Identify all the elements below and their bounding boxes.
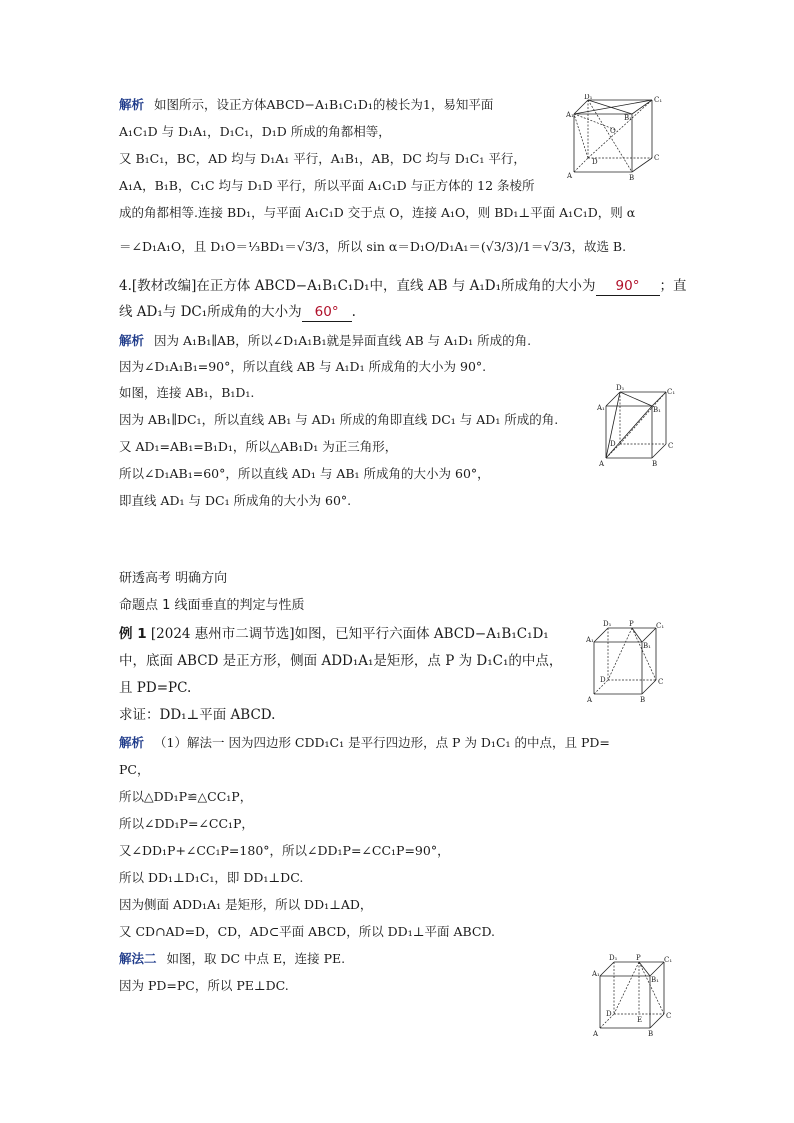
solution-3-line-10: 因为 PD=PC，所以 PE⊥DC. (119, 978, 289, 993)
example-label: 例 1 (119, 626, 147, 642)
svg-text:C: C (668, 442, 674, 450)
solution-2-line-4: 因为 AB₁∥DC₁，所以直线 AB₁ 与 AD₁ 所成的角即直线 DC₁ 与 AD₁ 所成的角. (119, 412, 559, 427)
svg-text:B₁: B₁ (643, 642, 651, 650)
svg-text:C₁: C₁ (664, 956, 673, 964)
solution-2-line-7: 即直线 AD₁ 与 DC₁ 所成角的大小为 60°. (119, 493, 352, 508)
solution-2-line-2: 因为∠D₁A₁B₁=90°，所以直线 AB 与 A₁D₁ 所成角的大小为 90°. (119, 359, 487, 374)
parallelepiped-figure-3 (586, 620, 668, 704)
svg-text:D: D (600, 676, 606, 684)
svg-text:D: D (610, 440, 616, 448)
svg-text:A₁: A₁ (586, 636, 594, 644)
section-point-heading: 命题点 1 线面垂直的判定与性质 (119, 598, 305, 613)
svg-text:A: A (593, 1030, 599, 1038)
solution-2-line-3: 如图，连接 AB₁，B₁D₁. (119, 385, 255, 400)
solution-2-line-5: 又 AD₁=AB₁=B₁D₁，所以△AB₁D₁ 为正三角形， (119, 439, 398, 454)
svg-text:B: B (648, 1030, 654, 1038)
method-label: 解法二 (119, 951, 157, 966)
solution-1-line-5: 成的角都相等.连接 BD₁，与平面 A₁C₁D 交于点 O，连接 A₁O，则 BD₁⊥平面 A₁C₁D，则 α (119, 205, 636, 220)
solution-3-line-4: 所以∠DD₁P=∠CC₁P， (119, 816, 254, 831)
svg-text:D: D (606, 1010, 612, 1018)
question-4-line-1: 4.[教材改编]在正方体 ABCD−A₁B₁C₁D₁中，直线 AB 与 A₁D₁所成角的大小为 90° ；直 (119, 278, 687, 294)
svg-text:B₁: B₁ (624, 114, 632, 122)
solution-3-line-6: 所以 DD₁⊥D₁C₁，即 DD₁⊥DC. (119, 870, 304, 885)
svg-text:B: B (629, 174, 635, 182)
solution-1-line-2: A₁C₁D 与 D₁A₁，D₁C₁，D₁D 所成的角都相等， (119, 124, 391, 139)
solution-3-line-3: 所以△DD₁P≌△CC₁P， (119, 789, 253, 804)
svg-text:A₁: A₁ (592, 970, 600, 978)
svg-text:A₁: A₁ (597, 404, 605, 412)
svg-text:A: A (567, 172, 573, 180)
svg-text:A: A (587, 696, 593, 704)
svg-text:C: C (666, 1012, 672, 1020)
solution-label: 解析 (119, 333, 145, 348)
section-title: 研透高考 明确方向 (119, 571, 228, 586)
svg-text:A₁: A₁ (566, 111, 574, 119)
example-1-line-3: 且 PD=PC. (119, 680, 192, 696)
example-1-line-1: 例 1 [2024 惠州市二调节选]如图，已知平行六面体 ABCD−A₁B₁C₁D₁ (119, 626, 549, 642)
solution-3-line-2: PC， (119, 762, 150, 777)
solution-label: 解析 (119, 735, 145, 750)
svg-text:E: E (637, 1016, 643, 1024)
svg-text:D₁: D₁ (603, 620, 612, 628)
svg-text:C₁: C₁ (654, 96, 662, 104)
svg-text:D₁: D₁ (609, 954, 618, 962)
cube-figure-2 (596, 382, 676, 470)
svg-text:B₁: B₁ (651, 976, 659, 984)
answer-blank-2: 60° (302, 303, 352, 322)
svg-text:B₁: B₁ (653, 406, 661, 414)
solution-1-line-6: ＝∠D₁A₁O，且 D₁O＝⅓BD₁＝√3/3，所以 sin α＝D₁O/D₁A₁＝(√3/3)/1＝√3/3，故选 B. (119, 239, 627, 254)
solution-3-line-7: 因为侧面 ADD₁A₁ 是矩形，所以 DD₁⊥AD， (119, 897, 373, 912)
solution-3-line-1: 解析 （1）解法一 因为四边形 CDD₁C₁ 是平行四边形，点 P 为 D₁C₁ 的中点，且 PD= (119, 735, 610, 750)
svg-text:C: C (654, 154, 660, 162)
svg-text:C: C (658, 678, 664, 686)
svg-text:B: B (652, 460, 658, 468)
solution-1-line-3: 又 B₁C₁，BC，AD 均与 D₁A₁ 平行，A₁B₁，AB，DC 均与 D₁C₁ 平行， (119, 151, 526, 166)
svg-text:P: P (629, 620, 634, 628)
parallelepiped-figure-4 (592, 952, 676, 1038)
question-4-line-2: 线 AD₁与 DC₁所成角的大小为 60° . (119, 304, 356, 320)
solution-1-line-4: A₁A，B₁B，C₁C 均与 D₁D 平行，所以平面 A₁C₁D 与正方体的 12 条棱所 (119, 178, 535, 193)
svg-text:D₁: D₁ (616, 384, 625, 392)
svg-text:A: A (599, 460, 605, 468)
solution-3-line-9: 解法二 如图，取 DC 中点 E，连接 PE. (119, 951, 346, 966)
svg-text:D₁: D₁ (584, 94, 593, 101)
svg-text:C₁: C₁ (667, 388, 676, 396)
svg-text:O: O (610, 127, 616, 135)
svg-text:C₁: C₁ (656, 622, 665, 630)
svg-text:P: P (636, 954, 641, 962)
svg-text:D: D (592, 158, 598, 166)
solution-3-line-5: 又∠DD₁P+∠CC₁P=180°，所以∠DD₁P=∠CC₁P=90°， (119, 843, 450, 858)
solution-1-line-1: 解析 如图所示，设正方体ABCD−A₁B₁C₁D₁的棱长为1，易知平面 (119, 97, 494, 112)
solution-3-line-8: 又 CD∩AD=D，CD，AD⊂平面 ABCD，所以 DD₁⊥平面 ABCD. (119, 924, 496, 939)
answer-blank-1: 90° (596, 277, 660, 296)
example-1-line-2: 中，底面 ABCD 是正方形，侧面 ADD₁A₁是矩形，点 P 为 D₁C₁的中点， (119, 653, 563, 669)
cube-figure-1 (566, 94, 662, 184)
solution-2-line-1: 解析 因为 A₁B₁∥AB，所以∠D₁A₁B₁就是异面直线 AB 与 A₁D₁ 所成的角. (119, 333, 532, 348)
solution-label: 解析 (119, 97, 145, 112)
svg-text:B: B (640, 696, 646, 704)
solution-2-line-6: 所以∠D₁AB₁=60°，所以直线 AD₁ 与 AB₁ 所成角的大小为 60°， (119, 466, 490, 481)
example-1-line-4: 求证：DD₁⊥平面 ABCD. (119, 707, 276, 723)
